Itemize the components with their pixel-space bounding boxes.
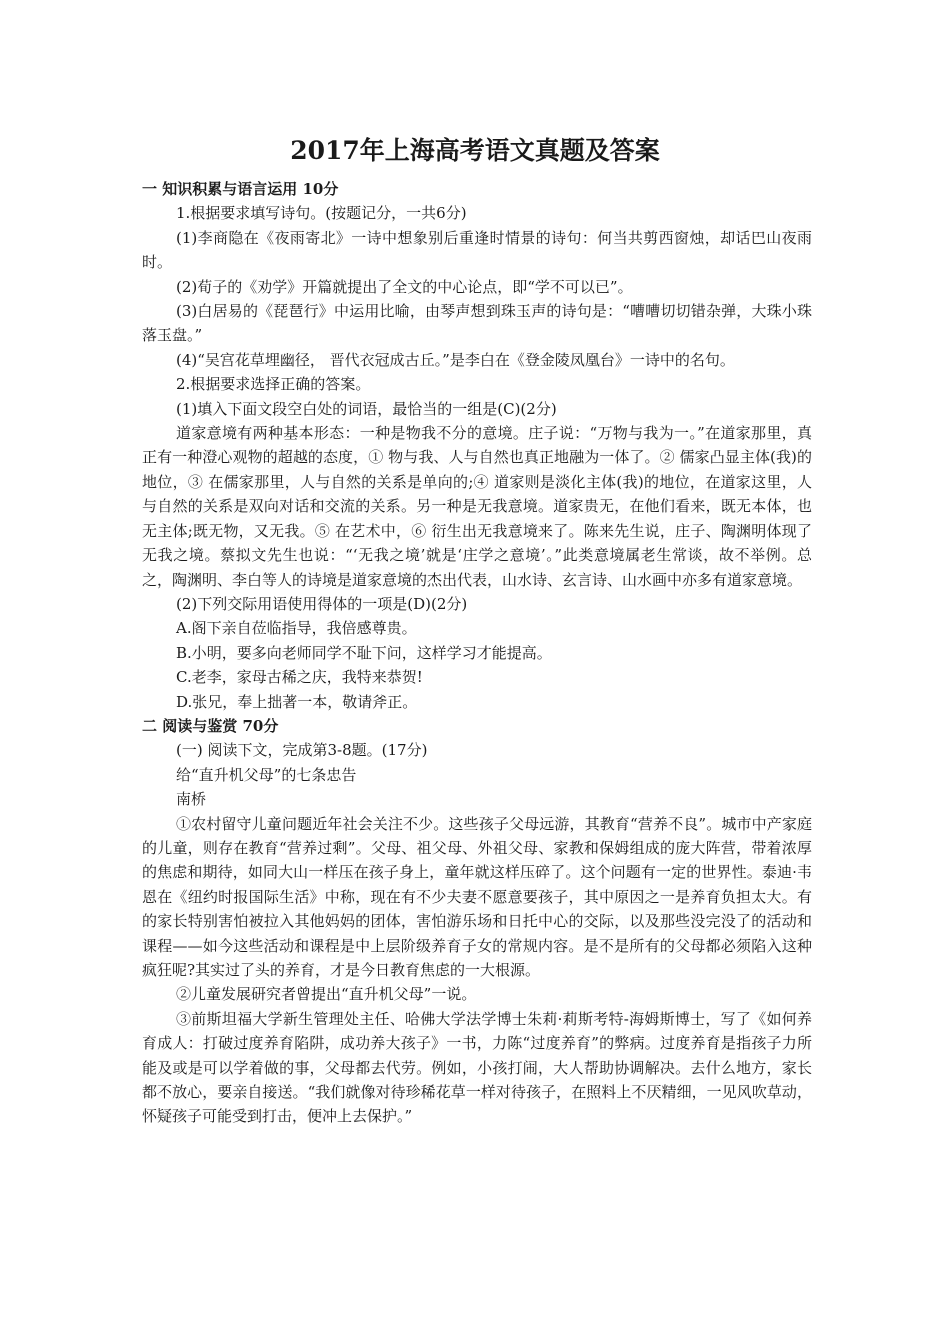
page-title: 2017年上海高考语文真题及答案 (290, 136, 660, 165)
option-a: A.阁下亲自莅临指导，我倍感尊贵。 (176, 619, 417, 638)
article-author: 南桥 (176, 790, 207, 809)
question-1-4: (4)“吴宫花草埋幽径， 晋代衣冠成古丘。”是李白在《登金陵凤凰台》一诗中的名句。 (176, 350, 735, 369)
article-paragraph-2: ②儿童发展研究者曾提出“直升机父母”一说。 (176, 985, 477, 1004)
question-2-2: (2)下列交际用语使用得体的一项是(D)(2分) (176, 594, 468, 613)
question-1-3: (3)白居易的《琵琶行》中运用比喻，由琴声想到珠玉声的诗句是：“嘈嘈切切错杂弹，大珠小珠落玉盘。” (142, 302, 812, 345)
option-c: C.老李，家母古稀之庆，我特来恭贺! (176, 668, 423, 687)
question-1-1: (1)李商隐在《夜雨寄北》一诗中想象别后重逢时情景的诗句：何当共剪西窗烛，却话巴山夜雨时。 (142, 228, 812, 272)
document-body (142, 177, 812, 1129)
option-d: D.张兄，奉上拙著一本，敬请斧正。 (176, 692, 418, 711)
article-paragraph-3: ③前斯坦福大学新生管理处主任、哈佛大学法学博士朱莉·莉斯考特-海姆斯博士，写了《如何养育成人：打破过度养育陷阱，成功养大孩子》一书，力陈“过度养育”的弊病。过度养育是指孩子力所能及或是可以学着做的事，父母都去代劳。例如，小孩打闹，大人帮助协调解决。去什么地方，家长都不放心，要亲自接送。“我们就像对待珍稀花草一样对待孩子，在照料上不厌精细，一见风吹草动，怀疑孩子可能受到打击，便冲上去保护。” (142, 1009, 812, 1126)
question-2: 2.根据要求选择正确的答案。 (176, 375, 371, 394)
question-1-2: (2)荀子的《劝学》开篇就提出了全文的中心论点，即“学不可以已”。 (176, 277, 633, 296)
question-2-1: (1)填入下面文段空白处的词语，最恰当的一组是(C)(2分) (176, 399, 557, 418)
option-b: B.小明，要多向老师同学不耻下问，这样学习才能提高。 (176, 643, 552, 662)
passage-paragraph: 道家意境有两种基本形态：一种是物我不分的意境。庄子说：“万物与我为一。”在道家那里，真正有一种澄心观物的超越的态度，① 物与我、人与自然也真正地融为一体了。② 儒家凸显主体(我)的地位，③ 在儒家那里，人与自然的关系是单向的;④ 道家则是淡化主体(我)的地位，在道家这里，人与自然的关系是双向对话和交流的关系。另一种是无我意境。道家贵无，在他们看来，既无本体，也无主体;既无物，又无我。⑤ 在艺术中，⑥ 衍生出无我意境来了。陈来先生说，庄子、陶渊明体现了无我之境。蔡拟文先生也说：“‘无我之境’就是‘庄学之意境’。”此类意境属老生常谈，故不举例。总之，陶渊明、李白等人的诗境是道家意境的杰出代表，山水诗、玄言诗、山水画中亦多有道家意境。 (142, 424, 812, 589)
question-1: 1.根据要求填写诗句。(按题记分，一共6分) (176, 204, 467, 223)
part1-instruction: (一) 阅读下文，完成第3-8题。(17分) (176, 741, 428, 760)
article-title: 给“直升机父母”的七条忠告 (176, 765, 357, 784)
section2-heading: 二 阅读与鉴赏 70分 (142, 716, 279, 735)
article-paragraph-1: ①农村留守儿童问题近年社会关注不少。这些孩子父母远游，其教育“营养不良”。城市中产家庭的儿童，则存在教育“营养过剩”。父母、祖父母、外祖父母、家教和保姆组成的庞大阵营，带着浓厚的焦虑和期待，如同大山一样压在孩子身上，童年就这样压碎了。这个问题有一定的世界性。泰迪·韦恩在《纽约时报国际生活》中称，现在有不少夫妻不愿意要孩子，其中原因之一是养育负担太大。有的家长特别害怕被拉入其他妈妈的团体，害怕游乐场和日托中心的交际，以及那些没完没了的活动和课程——如今这些活动和课程是中上层阶级养育子女的常规内容。是不是所有的父母都必须陷入这种疯狂呢?其实过了头的养育，才是今日教育焦虑的一大根源。 (142, 814, 812, 979)
section1-heading: 一 知识积累与语言运用 10分 (142, 180, 339, 198)
